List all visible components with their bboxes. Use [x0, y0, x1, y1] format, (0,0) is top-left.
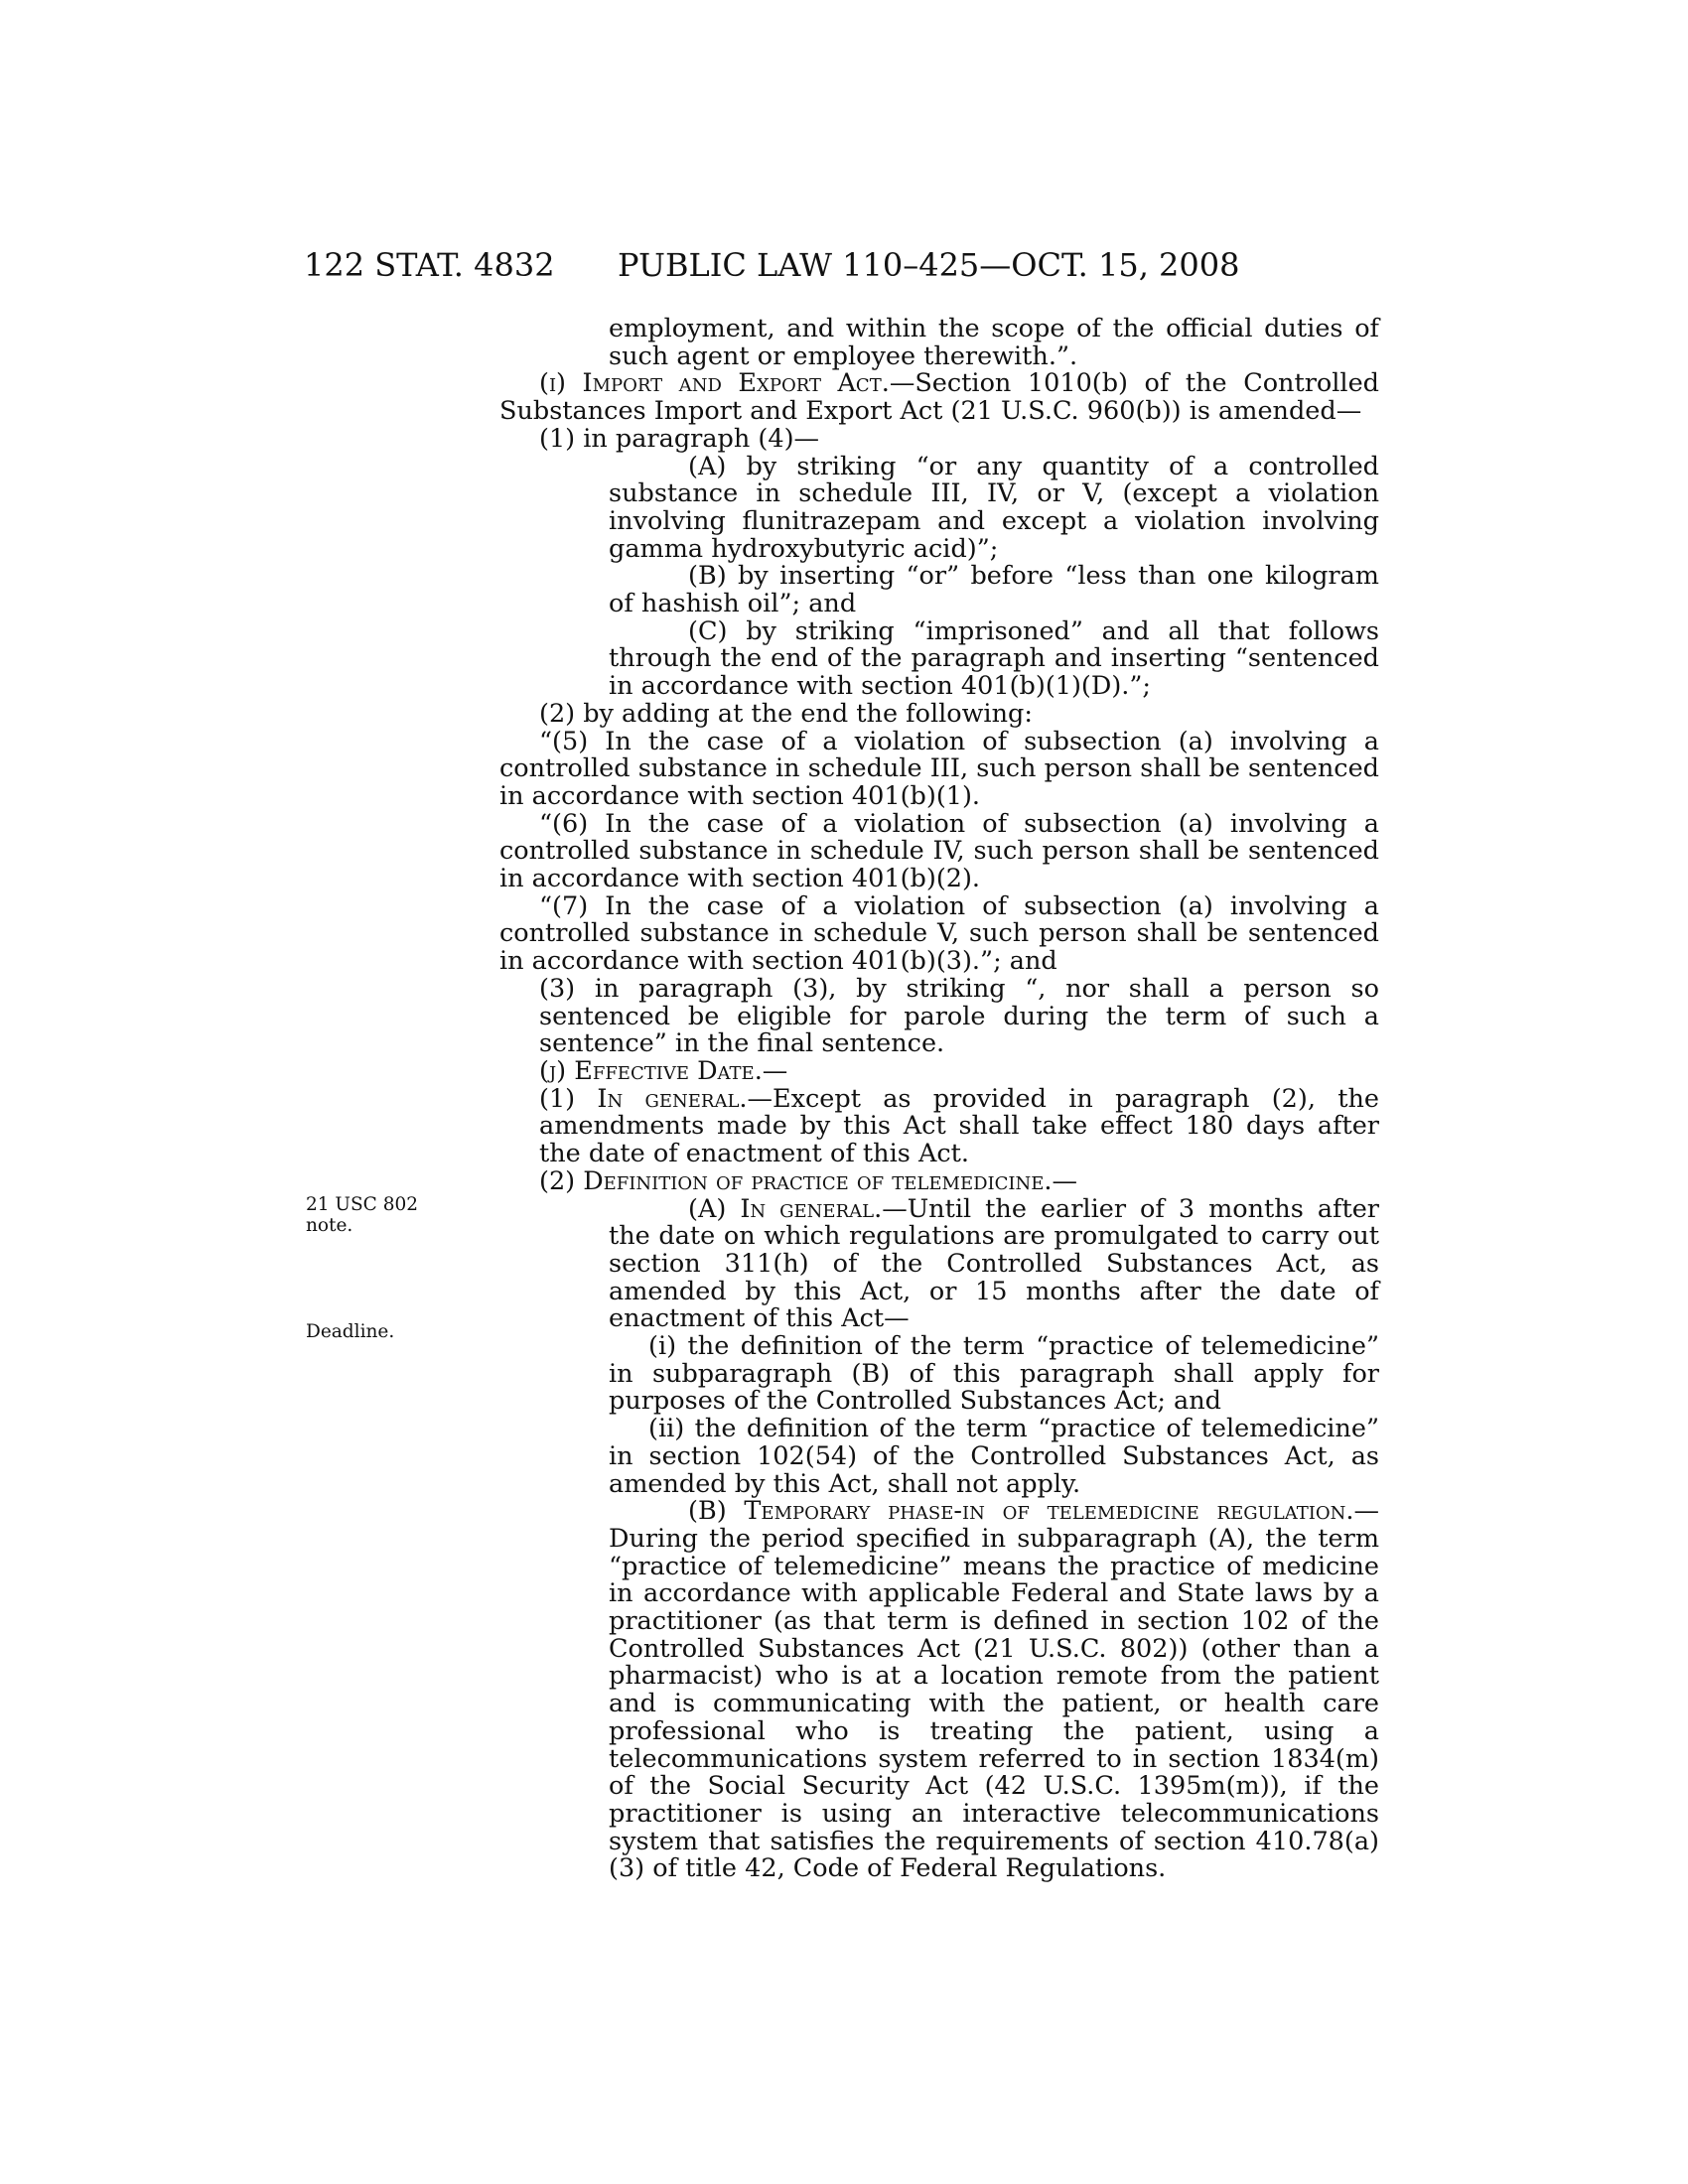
subparagraph-j2a-heading: (A) In general. — [688, 1193, 883, 1224]
subparagraph-j2a — [609, 1193, 1379, 1334]
subsection-i — [499, 370, 1379, 425]
paragraph-j2-text: — — [1052, 1165, 1078, 1196]
quoted-paragraph-6: “(6) In the case of a violation of subsection (a) involving a controlled substance in schedule IV, such person shall be sentenced in accordance with section 401(b)(2). — [499, 808, 1379, 894]
subparagraph-j2b-text: —During the period specified in subparagraph (A), the term “practice of telemedicine” means the practice of medicine in accordance with applicable Federal and State laws by a practitioner (as that term is defined in section 102 of the Controlled Substances Act (21 U.S.C. 802)) (other than a pharmacist) who is at a location remote from the patient and is communicating with the patient, or health care professional who is treating the patient, using a telecommunications system referred to in section 1834(m) of the Social Security Act (42 U.S.C. 1395m(m)), if the practitioner is using an interactive telecommunications system that satisfies the requirements of section 410.78(a)(3) of title 42, Code of Federal Regulations. — [609, 1496, 1379, 1884]
subparagraph-b: (B) by inserting “or” before “less than one kilogram of hashish oil”; and — [609, 561, 1379, 619]
document-body — [499, 316, 1379, 1883]
page-stat-number: 122 STAT. 4832 — [304, 246, 555, 284]
paragraph-3: (3) in paragraph (3), by striking “, nor shall a person so sentenced be eligible for parole during the term of such a sentence” in the final sentence. — [539, 973, 1379, 1059]
subsection-j — [499, 1055, 1379, 1086]
page-title: PUBLIC LAW 110–425—OCT. 15, 2008 — [618, 246, 1240, 284]
quoted-paragraph-7: “(7) In the case of a violation of subsection (a) involving a controlled substance in schedule V, such person shall be sentenced in accordance with section 401(b)(3).”; and — [499, 890, 1379, 977]
paragraph-1: (1) in paragraph (4)— — [539, 423, 820, 454]
margin-note-usc-line2: note. — [306, 1215, 353, 1236]
clause-ii: (ii) the definition of the term “practice of telemedicine” in section 102(54) of the Controlled Substances Act, as amended by this Act, shall not apply. — [609, 1414, 1379, 1499]
subsection-j-text: — — [762, 1055, 788, 1086]
paragraph-j1-text: —Except as provided in paragraph (2), the amendments made by this Act shall take effect 180 days after the date of enactment of this Act. — [539, 1083, 1379, 1169]
subparagraph-a: (A) by striking “or any quantity of a controlled substance in schedule III, IV, or V, (except a violation involving flunitrazepam and except a violation involving gamma hydroxybutyric acid)”; — [609, 451, 1379, 564]
paragraph-j2-heading: (2) Definition of practice of telemedicine. — [539, 1165, 1053, 1196]
subparagraph-c: (C) by striking “imprisoned” and all that follows through the end of the paragraph and inserting “sentenced in accordance with section 401(b)(1)(D).”; — [609, 615, 1379, 702]
subparagraph-j2a-text: —Until the earlier of 3 months after the date on which regulations are promulgated to carry out section 311(h) of the Controlled Substances Act, as amended by this Act, or 15 months after the date of enactment of this Act— — [609, 1193, 1379, 1334]
subsection-j-heading: (j) Effective Date. — [539, 1055, 763, 1086]
paragraph-j2 — [539, 1165, 1379, 1196]
paragraph-2: (2) by adding at the end the following: — [539, 698, 1033, 729]
paragraph-j1 — [539, 1083, 1379, 1169]
subsection-i-text: —Section 1010(b) of the Controlled Substances Import and Export Act (21 U.S.C. 960(b)) is amended— — [499, 368, 1379, 427]
margin-note-deadline: Deadline. — [306, 1321, 395, 1342]
subparagraph-j2b — [609, 1498, 1379, 1883]
subparagraph-j2b-heading: (B) Temporary phase-in of telemedicine regulation. — [688, 1496, 1354, 1527]
clause-i: (i) the definition of the term “practice of telemedicine” in subparagraph (B) of this paragraph shall apply for purposes of the Controlled Substances Act; and — [609, 1331, 1379, 1417]
paragraph-j1-heading: (1) In general. — [539, 1083, 748, 1114]
quoted-paragraph-5: “(5) In the case of a violation of subsection (a) involving a controlled substance in schedule III, such person shall be sentenced in accordance with section 401(b)(1). — [499, 726, 1379, 811]
subsection-i-heading: (i) Import and Export Act. — [539, 368, 890, 399]
margin-note-usc-line1: 21 USC 802 — [306, 1194, 419, 1215]
paragraph-continuation: employment, and within the scope of the official duties of such agent or employee therewith.”. — [609, 314, 1379, 371]
margin-note-usc — [306, 1194, 418, 1236]
